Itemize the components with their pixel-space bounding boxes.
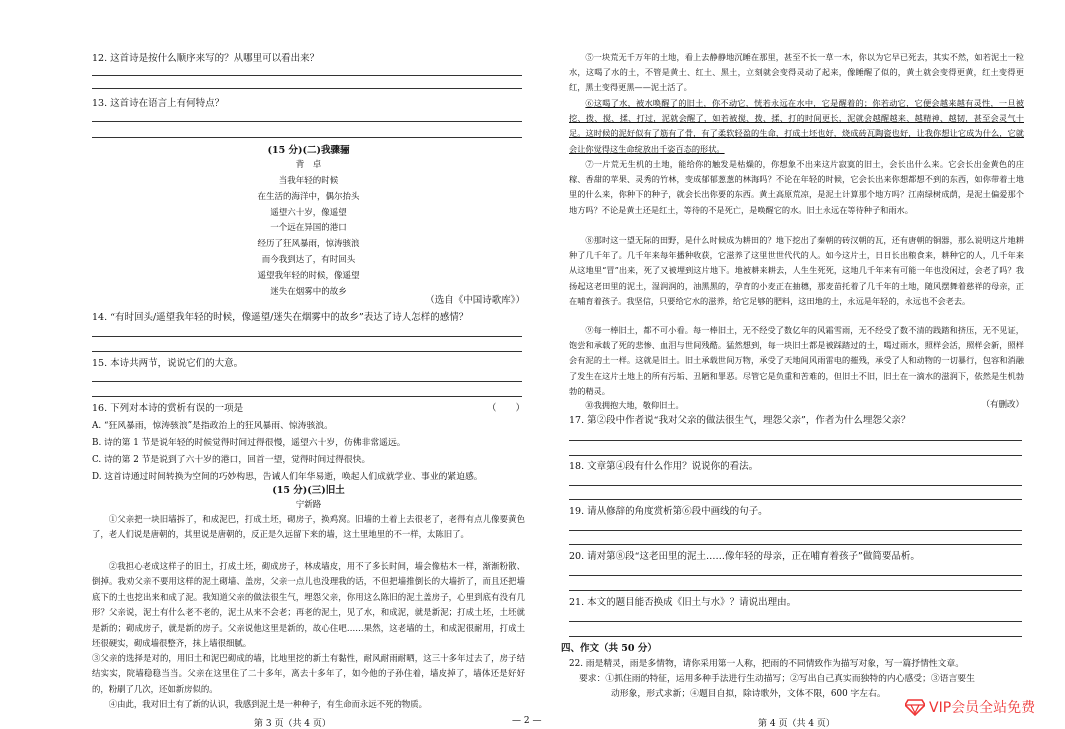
answer-line (92, 396, 522, 397)
question-12: 12. 这首诗是按什么顺序来写的？从哪里可以看出来？ (92, 53, 320, 64)
question-16-options (92, 418, 483, 486)
question-13: 13. 这首诗在语言上有何特点？ (92, 98, 225, 109)
poem-line: 在生活的海洋中，偶尔抬头 (257, 191, 360, 202)
question-21: 21. 本文的题目能否换成《旧土与水》？请说出理由。 (569, 597, 797, 608)
question-22-requirement: 要求：①抓住雨的特征，运用多种手法进行生动描写；②写出自己真实而独特的内心感受；③语言要生 (579, 674, 975, 684)
question-14: 14. “有时回头/遥望我年轻的时候，像遥望/迷失在烟雾中的故乡”表达了诗人怎样的感情？ (92, 312, 469, 323)
answer-line (92, 137, 522, 138)
answer-line (569, 499, 1022, 500)
poem-line: 迷失在烟雾中的故乡 (270, 286, 347, 297)
poem (92, 174, 525, 300)
question-22-requirement: 动形象，形式求新；④题目自拟，除诗歌外，文体不限，600 字左右。 (611, 689, 886, 699)
poem-line: 而今我到达了，有时回头 (261, 254, 356, 265)
option-d: D. 这首诗通过时间转换为空间的巧妙构思，告诫人们年华易逝，唤起人们成就学业、事业的紧迫感。 (92, 472, 483, 482)
answer-line (92, 75, 522, 76)
answer-line (569, 636, 1022, 637)
poem-line: 经历了狂风暴雨，惊涛骇浪 (257, 239, 360, 250)
poem-line: 遥望六十岁，像遥望 (270, 207, 347, 218)
article-paragraph: ③父亲的选择是对的，用旧土和泥巴砌成的墙，比地里挖的新土有黏性，耐风耐雨耐晒，这三十多年过去了，房子结结实实，院墙稳稳当当。父亲在这里住了二十多年，离去十多年了，如今他的子孙住着，墙皮掉了，墙体还是好好的，粉刷了几次，还如新房似的。 (92, 653, 525, 694)
question-19: 19. 请从修辞的角度赏析第⑥段中画线的句子。 (569, 506, 768, 517)
vip-badge[interactable] (905, 695, 1055, 719)
answer-line (92, 336, 522, 337)
answer-line (569, 544, 1022, 545)
article-paragraph: ②我担心老成这样子的旧土，打成土坯，砌成房子，林成墙皮，用不了多长时间，墙会像枯木一样，渐渐粉散、倒掉。我劝父亲不要用这样的泥土砌墙、盖房，父亲一点儿也没理我的话，不但把墙推倒长的大墙折了，而且还把墙底下的土也挖出来和成了泥。我知道父亲的做法很生气，埋怨父亲，你用这么陈旧的泥土盖房子，心里到底有没有几形？父亲说，泥土有什么老不老的，泥土从来不会老；再老的泥土，见了水，和成泥，就是新泥；打成土坯，土坯就是新的；砌成房子，就是新的房子。父亲说他这里是新的，故心住吧……果然，这老墙的土，和成泥很耐用，打成土坯很硬实，砌成墙很整齐，抹上墙很细腻。 (92, 561, 525, 649)
option-a: A. “狂风暴雨，惊涛骇浪”是指政治上的狂风暴雨、惊涛骇浪。 (92, 421, 333, 431)
answer-paren: （ ） (486, 403, 525, 414)
answer-line (569, 621, 1022, 622)
answer-line (92, 121, 522, 122)
article-paragraph: ①父亲把一块旧墙拆了，和成泥巴，打成土坯，砌房子，换鸡窝。旧墙的土着上去很老了，老得有点儿像要黄色了，老人们说是唐朝的，其里说是唐朝的，反正是久远留下来的墙，这土里地里的不一样，太陈旧了。 (92, 514, 525, 540)
question-20: 20. 请对第⑧段“这老田里的泥土……像年轻的母亲，正在哺育着孩子”做简要品析。 (569, 551, 920, 562)
page-footer-right: 第 4 页（共 4 页） (758, 719, 835, 729)
option-c: C. 诗的第 2 节是说到了六十岁的港口，回首一望，觉得时间过得很快。 (92, 455, 371, 465)
question-17: 17. 第②段中作者说“我对父亲的做法很生气，埋怨父亲”，作者为什么埋怨父亲？ (569, 415, 911, 426)
article-paragraph: ⑦一片荒无生机的土地，能给你的触发是枯燥的，你想象不出来这片寂寞的旧土，会长出什么来。它会长出金黄色的庄稼、香甜的苹果、灵秀的竹林，变成郁郁葱葱的林海吗？不论在年轻的时候，它会长出来你想都想不到的东西，如你带着土地里的什么来，你种下的种子，就会长出你要的东西。黄土高原荒凉，是泥土计算那个地方吗？江南绿树成荫，是泥土偏爱那个地方吗？不论是黄土还是红土，等待的不是死亡，是唤醒它的水。旧土永远在等待种子和雨水。 (569, 159, 1024, 215)
section-3-heading: (15 分)(三)旧土 (272, 485, 345, 496)
question-18: 18. 文章第④段有什么作用？说说你的看法。 (569, 461, 759, 472)
option-b: B. 诗的第 1 节是说年轻的时候觉得时间过得很慢，遥望六十岁，仿佛非常遥远。 (92, 438, 406, 448)
poem-line: 遥望我年轻的时候，像遥望 (257, 270, 360, 281)
poem-title: 背 卓 (295, 160, 322, 170)
poem-source: （选自《中国诗歌库》） (425, 295, 525, 306)
answer-line (569, 530, 1022, 531)
diamond-icon (905, 698, 925, 716)
answer-line (92, 381, 522, 382)
answer-line (569, 455, 1022, 456)
section-4-heading: 四、作文（共 50 分） (561, 643, 657, 654)
article-author: 宁新路 (295, 500, 322, 510)
answer-line (569, 575, 1022, 576)
poem-line: 当我年轻的时候 (278, 176, 339, 186)
answer-line (569, 590, 1022, 591)
question-22: 22. 雨是精灵，雨是多情物，请你采用第一人称，把雨的不同情致作为描写对象，写一篇抒情性文章。 (569, 659, 965, 669)
poem-line: 一个远在异国的港口 (270, 223, 347, 234)
article-paragraph: ⑨每一棒旧土，都不可小看。每一棒旧土，无不经受了数亿年的风霜雪雨，无不经受了数不清的践踏和挤压，无不见证，饱尝和承载了死的悲惨、血泪与世间残酷。猛然想到，每一块旧土都是被踩踏过的土，喝过雨水，照样会活，照样会新，照样会有泥的土一样。这就是旧土。旧土承载世间万物，承受了天地间风雨雷电的摧残，承受了人和动物的一切暴行，包容和消融了发生在这片土地上的所有污垢、丑陋和罪恶。尽管它是负重和苦难的，但旧土不旧，旧土在一滴水的滋润下，依然是生机勃勃的精灵。 (569, 325, 1024, 396)
underlined-sentence: ⑥这喝了水，被水唤醒了的旧土，你不动它，恍若永远在水中，它是醒着的；你若动它，它便会越来越有灵性，一旦被挖、拨、搅、揉、打过，泥就会醒了，如若被搅、拨、揉、打的时间更长，泥就会越醒越来、越精神、越韧，甚至会灵气十足。这时候的泥好似有了筋有了骨，有了柔软轻盈的生命，打成土坯也好，烧成砖瓦陶瓷也好，让我你想让它成为什么，它就会让你觉得这生命绽放出千姿百态的形状。 (569, 98, 1024, 154)
page-footer-left: 第 3 页（共 4 页） (254, 719, 331, 729)
article-paragraph: ⑩我拥抱大地，敬仰旧土。 (585, 400, 684, 410)
article-paragraph: ⑤一块荒无千万年的土地，看上去静静地沉睡在那里，甚至不长一草一木，你以为它早已死去，其实不然，如若泥土一粒水，这喝了水的土，不管是黄土、红土、黑土，立刻就会变得灵动了起来，像睡醒了似的，黄土就会变得更黄，红土变得更红，黑土变得更黑——泥土活了。 (569, 52, 1024, 93)
answer-line (92, 351, 522, 352)
article-source: （有删改） (981, 400, 1024, 410)
question-16: 16. 下列对本诗的赏析有误的一项是 (92, 403, 244, 414)
answer-line (569, 440, 1022, 441)
page-number-center: — 2 — (512, 716, 542, 726)
section-2-heading: (15 分)(二)我骤骊 (267, 145, 350, 156)
vip-badge-label: VIP会员全站免费 (929, 700, 1036, 716)
article-paragraph-underlined (569, 96, 1024, 157)
answer-line (92, 88, 522, 89)
question-15: 15. 本诗共两节，说说它们的大意。 (92, 358, 244, 369)
answer-line (569, 485, 1022, 486)
article-paragraph: ⑧那时这一望无际的田野，是什么时候成为耕田的？地下挖出了秦朝的砖汉朝的瓦，还有唐朝的铜器，那么说明这片地耕种了几千年了。几千年来每年播种收获，它滋养了这里世世代代的人。如今这片土，日日长出粮食来，耕种它的人，几千年来从这地里“冒”出来，死了又被埋到这片地下。地被耕来耕去，人生生死死，这地几千年来有可能一年也没闲过，会老了吗？我扬起这老田里的泥土，湿润润的，油黑黑的，孕育的小麦正在抽穗，那麦苗托着了几千年的土地，随风摆舞着慈祥的母亲，正在哺育着孩子。我坚信，只要给它水的滋养，给它足够的肥料，这田地的土，永远是年轻的，永远也不会老去。 (569, 235, 1024, 306)
article-paragraph: ④由此，我对旧土有了新的认识，我感到泥土是一种种子，有生命而永远不死的物质。 (108, 699, 428, 709)
